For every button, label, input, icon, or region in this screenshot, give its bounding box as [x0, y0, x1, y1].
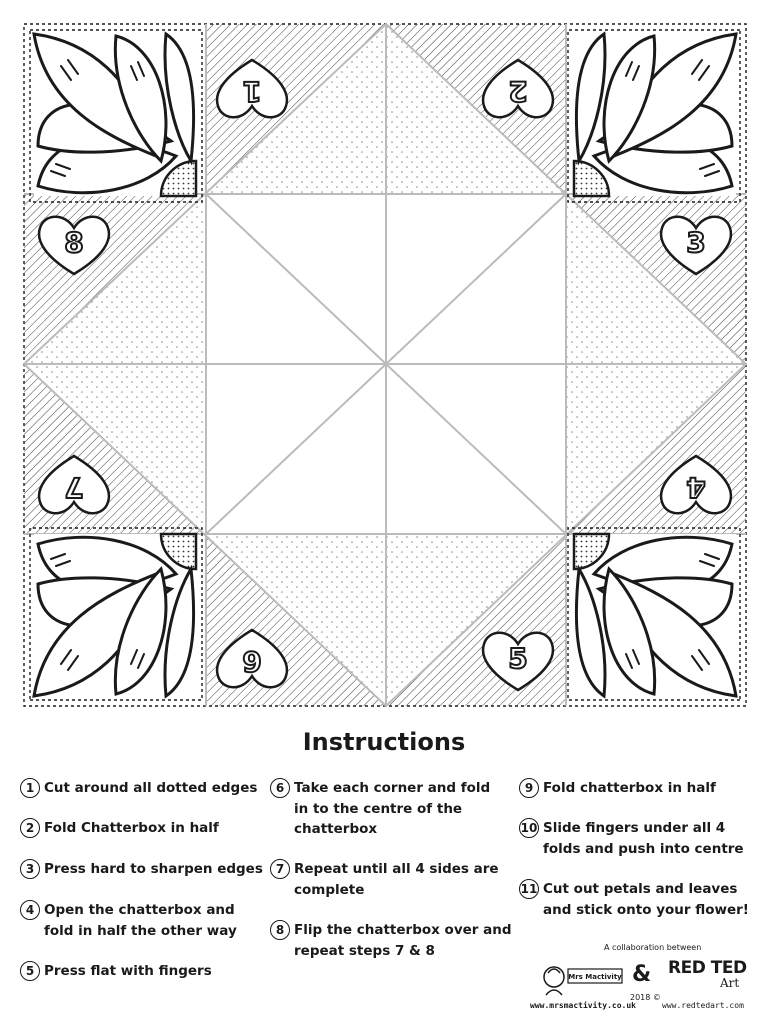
copyright-year: 2018 © — [630, 993, 661, 1002]
step-10 — [519, 818, 744, 859]
step-text: Press flat with fingers — [44, 963, 212, 979]
step-8 — [270, 920, 512, 961]
step-number: 3 — [20, 859, 40, 879]
step-text: Repeat until all 4 sides are complete — [294, 861, 499, 898]
heart-number: 3 — [686, 226, 706, 259]
heart-number: 1 — [242, 75, 262, 108]
step-9 — [519, 778, 716, 799]
heart-number: 8 — [64, 226, 84, 259]
instructions-title: Instructions — [302, 728, 466, 756]
flower-top-right — [568, 30, 740, 202]
step-2 — [20, 818, 219, 839]
flower-bottom-left — [30, 528, 202, 700]
step-number: 9 — [519, 778, 539, 798]
mrs-mactivity-logo-text: Mrs Mactivity — [568, 973, 622, 981]
step-text: Flip the chatterbox over and repeat steps 7 & 8 — [294, 922, 512, 959]
step-text: Cut around all dotted edges — [44, 780, 258, 796]
red-ted-logo: RED TED — [668, 958, 747, 978]
ampersand: & — [632, 962, 652, 987]
heart-number: 2 — [508, 75, 528, 108]
step-11 — [519, 879, 749, 920]
step-number: 5 — [20, 961, 40, 981]
flower-top-left — [30, 30, 202, 202]
step-4 — [20, 900, 237, 941]
step-5 — [20, 961, 212, 982]
url-mrsmactivity: www.mrsmactivity.co.uk — [530, 1001, 636, 1010]
step-number: 8 — [270, 920, 290, 940]
step-text: Take each corner and fold in to the centre of the chatterbox — [294, 780, 491, 837]
step-text: Fold chatterbox in half — [543, 780, 716, 796]
heart-number: 4 — [686, 471, 706, 504]
flower-bottom-right — [568, 528, 740, 700]
heart-number: 7 — [64, 471, 84, 504]
step-number: 10 — [519, 818, 539, 838]
step-text: Cut out petals and leaves and stick onto your flower! — [543, 881, 749, 918]
step-number: 4 — [20, 900, 40, 920]
step-text: Open the chatterbox and fold in half the other way — [44, 902, 237, 939]
step-number: 6 — [270, 778, 290, 798]
mrs-mactivity-logo — [540, 959, 626, 997]
heart-number: 5 — [508, 642, 528, 675]
step-6 — [270, 778, 490, 840]
step-number: 11 — [519, 879, 539, 899]
collaboration-label: A collaboration between — [604, 943, 702, 952]
step-7 — [270, 859, 499, 900]
step-text: Fold Chatterbox in half — [44, 820, 219, 836]
red-ted-art-sub: Art — [720, 976, 740, 990]
step-text: Slide fingers under all 4 folds and push into centre — [543, 820, 744, 857]
step-text: Press hard to sharpen edges — [44, 861, 263, 877]
step-3 — [20, 859, 263, 880]
step-number: 1 — [20, 778, 40, 798]
step-number: 2 — [20, 818, 40, 838]
heart-number: 6 — [242, 645, 262, 678]
step-1 — [20, 778, 257, 799]
step-number: 7 — [270, 859, 290, 879]
url-redtedart: www.redtedart.com — [662, 1001, 744, 1010]
